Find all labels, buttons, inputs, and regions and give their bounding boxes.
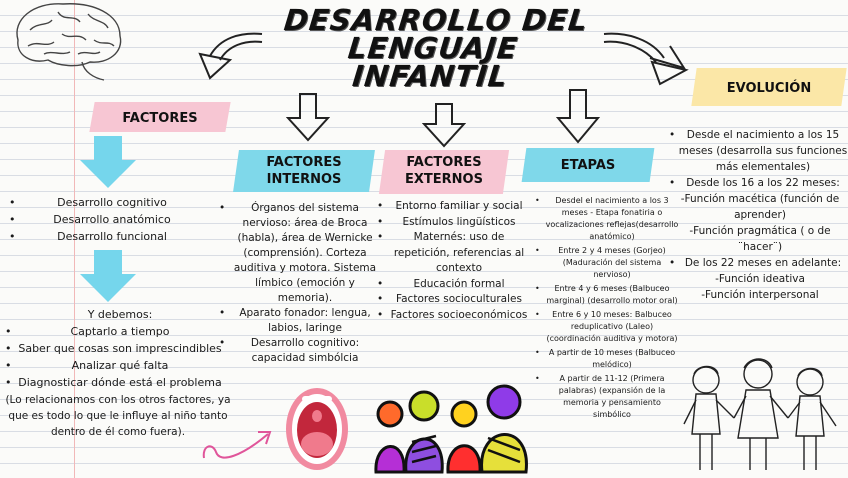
list-item: • Desdel el nacimiento a los 3 meses - Etapa fonatiria o vocalizaciones reflejas(desarrollo anatómico) (538, 195, 680, 243)
list-item: • Desde el nacimiento a los 15 meses (desarrolla sus funciones más elementales) (672, 127, 848, 175)
externos-header-line2: EXTERNOS (405, 172, 483, 187)
internos-list (222, 201, 380, 366)
list-item: • Entre 6 y 10 meses: Balbuceo reduplicativo (Laleo) (coordinación auditiva y motora) (538, 309, 680, 345)
down-block-arrow-icon (78, 136, 138, 188)
page-title (264, 3, 603, 93)
title-line-1: DESARROLLO DEL (282, 3, 590, 37)
evolucion-header: EVOLUCIÓN (726, 81, 812, 96)
factores-note: (Lo relacionamos con los otros factores, ya que es todo lo que le influye al niño tanto dentro de él como fuera). (5, 394, 231, 438)
list-item: • Saber que cosas son imprescindibles (8, 340, 232, 357)
list-item: • Entre 4 y 6 meses (Balbuceo marginal) (desarrollo motor oral) (538, 283, 680, 307)
factores-list (12, 194, 212, 245)
list-item: • Maternés: uso de repetición, referencias al contexto (380, 230, 530, 277)
internos-header-line2: INTERNOS (266, 172, 342, 187)
externos-header (382, 154, 506, 188)
etapas-list (538, 195, 680, 423)
curved-arrow-right-icon (600, 28, 700, 88)
etapas-header: ETAPAS (560, 158, 616, 173)
down-block-arrow-icon (78, 250, 138, 302)
list-item: -Función macética (función de aprender) (680, 193, 840, 221)
internos-header (236, 154, 372, 188)
evolucion-list (672, 127, 848, 303)
curved-arrow-left-icon (186, 28, 266, 84)
list-item: • Aparato fonador: lengua, labios, laringe (222, 306, 380, 336)
list-item: -Función pragmática ( o de ¨hacer¨) (689, 225, 831, 253)
list-item: • Estímulos lingüísticos (380, 215, 530, 231)
externos-header-line1: FACTORES (406, 155, 482, 170)
list-item: • Entre 2 y 4 meses (Gorjeo) (Maduración del sistema nervioso) (538, 245, 680, 281)
list-item: • Educación formal (380, 277, 530, 293)
down-arrow-icon (556, 88, 600, 144)
title-line-2: LENGUAJE INFANTIL (346, 31, 520, 93)
externos-list (380, 199, 530, 323)
list-item: • Factores socioculturales (380, 292, 530, 308)
debemos-list (8, 323, 232, 391)
list-item: • A partir de 10 meses (Balbuceo melódico) (538, 347, 680, 371)
list-item: • Factores socioeconómicos (380, 308, 530, 324)
list-item: • Desarrollo anatómico (12, 211, 212, 228)
list-item: • Desde los 16 a los 22 meses: (672, 175, 848, 191)
list-item: • Desarrollo cognitivo (12, 194, 212, 211)
list-item: -Función ideativa (715, 273, 805, 285)
list-item: • Entorno familiar y social (380, 199, 530, 215)
list-item: • Desarrollo funcional (12, 228, 212, 245)
children-holding-hands-icon (676, 352, 846, 474)
list-item: • A partir de 11-12 (Primera palabras) (expansión de la memoria y pensamiento simbólico (538, 373, 680, 421)
down-arrow-icon (286, 92, 330, 142)
list-item: • Analizar qué falta (8, 357, 232, 374)
list-item: • Captarlo a tiempo (8, 323, 232, 340)
list-item: • Órganos del sistema nervioso: área de Broca (habla), área de Wernicke (comprensión). Corteza auditiva y motora. Sistema límbico (emoción y memoria). (222, 201, 380, 306)
internos-header-line1: FACTORES (266, 155, 342, 170)
factores-header: FACTORES (122, 111, 198, 126)
colorful-figures-icon (372, 380, 530, 474)
open-mouth-icon (284, 386, 350, 472)
pink-curved-arrow-icon (198, 424, 278, 468)
down-arrow-icon (422, 102, 466, 148)
debemos-title: Y debemos: (87, 308, 153, 321)
list-item: • Desarrollo cognitivo: capacidad simbólcia (222, 336, 380, 366)
list-item: -Función interpersonal (701, 289, 819, 301)
list-item: • De los 22 meses en adelante: (672, 255, 848, 271)
list-item: • Diagnosticar dónde está el problema (8, 374, 232, 391)
brain-icon (8, 0, 128, 88)
